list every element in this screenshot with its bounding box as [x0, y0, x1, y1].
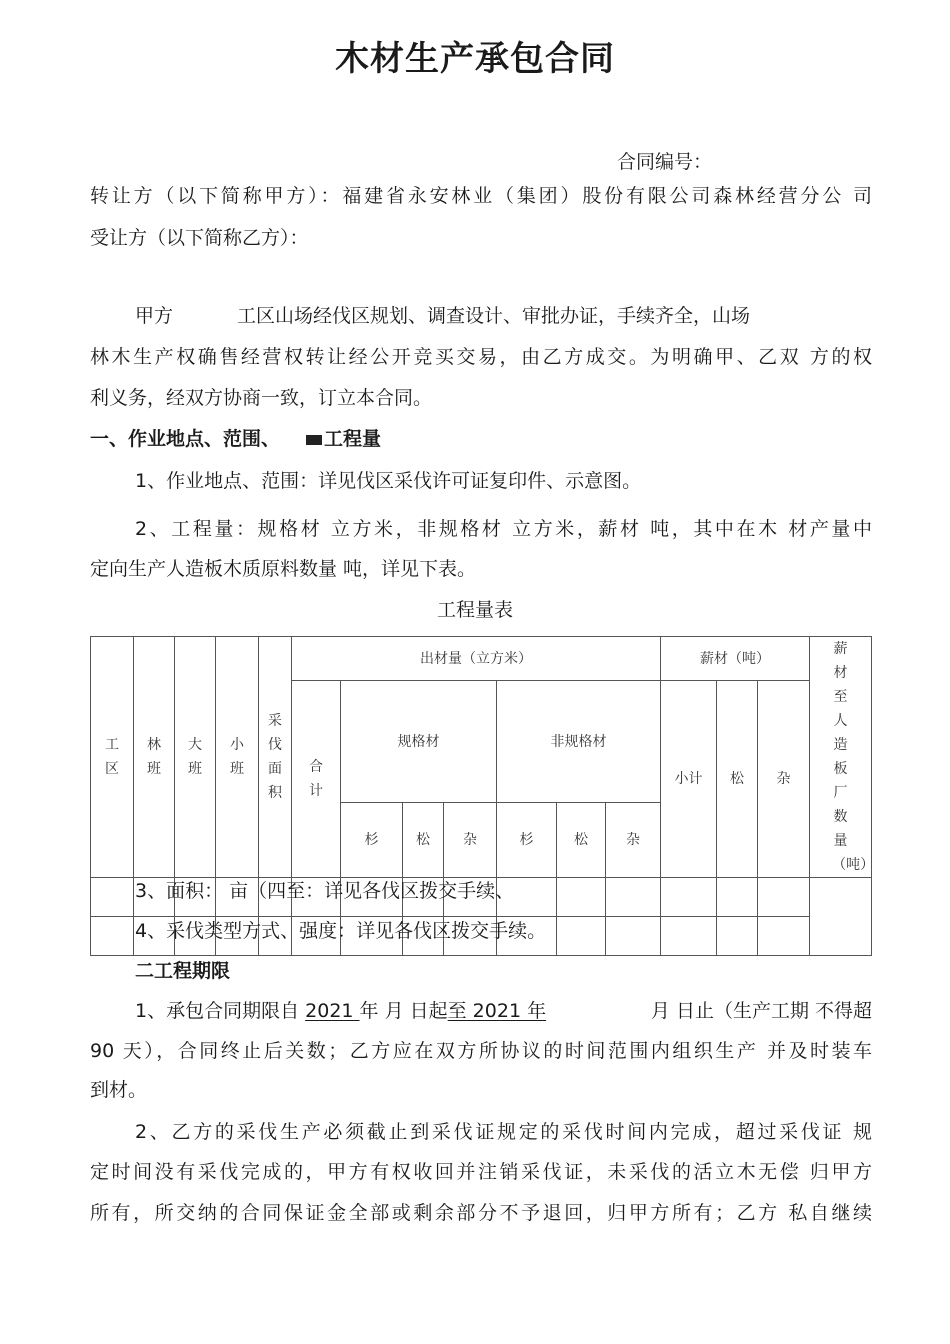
header-feiguige-song: 松	[557, 803, 606, 878]
section-2-para-1-line-1	[135, 999, 872, 1023]
section-2-heading: 二工程期限	[135, 960, 231, 982]
header-caifa-area: 采伐面积	[259, 637, 292, 878]
party-a-line: 转让方（以下简称甲方）：福建省永安林业（集团）股份有限公司森林经营分公 司	[90, 185, 872, 207]
header-heji: 合计	[292, 681, 341, 878]
section-2-para-2-line-3: 所有，所交纳的合同保证金全部或剩余部分不予退回，归甲方所有；乙方 私自继续	[90, 1202, 872, 1224]
header-guige-za: 杂	[444, 803, 497, 878]
section-1-heading-text: 一、作业地点、范围、	[90, 428, 281, 450]
header-linban: 林班	[134, 637, 175, 878]
header-guige: 规格材	[341, 681, 497, 803]
header-feiguige: 非规格材	[497, 681, 661, 803]
intro-line-2: 林木生产权确售经营权转让经公开竞买交易，由乙方成交。为明确甲、乙双 方的权	[90, 346, 872, 368]
section-1-item-3: 3、面积： 亩（四至：详见各伐区拨交手续、	[135, 880, 515, 902]
header-xincai-song: 松	[717, 681, 758, 878]
start-year: 2021	[305, 1000, 360, 1022]
header-chucai: 出材量（立方米）	[292, 637, 661, 681]
header-feiguige-za: 杂	[606, 803, 661, 878]
header-gongqu: 工区	[91, 637, 134, 878]
header-guige-song: 松	[403, 803, 444, 878]
section-2-para-2-line-1: 2、乙方的采伐生产必须截止到采伐证规定的采伐时间内完成，超过采伐证 规	[135, 1121, 872, 1143]
header-xiaoji: 小计	[661, 681, 717, 878]
section-2-para-1-line-3: 到材。	[90, 1079, 148, 1101]
end-year: 至 2021 年	[447, 1000, 547, 1022]
section-1-item-2-line-1: 2、工程量：规格材 立方米，非规格材 立方米，薪材 吨，其中在木 材产量中	[135, 518, 872, 540]
header-feiguige-shan: 杉	[497, 803, 557, 878]
header-xincai-za: 杂	[758, 681, 810, 878]
contract-number-label: 合同编号：	[617, 151, 713, 173]
header-xincai-to-board-factory: 薪材至人造板厂数量（吨）	[810, 637, 872, 878]
square-glyph-icon	[306, 435, 322, 445]
section-1-heading	[90, 427, 381, 451]
table-title: 工程量表	[436, 599, 513, 621]
section-1-item-4: 4、采伐类型方式、强度：详见各伐区拨交手续。	[135, 920, 547, 942]
section-2-para-2-line-2: 定时间没有采伐完成的，甲方有权收回并注销采伐证，未采伐的活立木无偿 归甲方	[90, 1161, 872, 1183]
para-1-part-c: 月 日止（生产工期 不得超	[650, 1000, 872, 1022]
intro-line-3: 利义务，经双方协商一致，订立本合同。	[90, 387, 433, 409]
section-1-item-2-line-2: 定向生产人造板木质原料数量 吨，详见下表。	[90, 558, 477, 580]
header-daban: 大班	[175, 637, 216, 878]
intro-party-a-label: 甲方	[135, 305, 174, 327]
header-xiaoban: 小班	[216, 637, 259, 878]
header-guige-shan: 杉	[341, 803, 403, 878]
header-xincai: 薪材（吨）	[661, 637, 810, 681]
quantity-table	[90, 636, 875, 956]
document-title: 木材生产承包合同	[335, 39, 615, 79]
intro-line-1: 工区山场经伐区规划、调查设计、审批办证，手续齐全，山场	[237, 305, 751, 327]
section-1-heading-tail: 工程量	[324, 428, 382, 450]
section-2-para-1-line-2: 90 天），合同终止后关数；乙方应在双方所协议的时间范围内组织生产 并及时装车	[90, 1040, 872, 1062]
section-1-item-1: 1、作业地点、范围：详见伐区采伐许可证复印件、示意图。	[135, 470, 642, 492]
party-b-line: 受让方（以下简称乙方）：	[90, 227, 309, 249]
para-1-part-a: 1、承包合同期限自 2021 年 月 日起至 2021 年	[135, 1000, 547, 1022]
